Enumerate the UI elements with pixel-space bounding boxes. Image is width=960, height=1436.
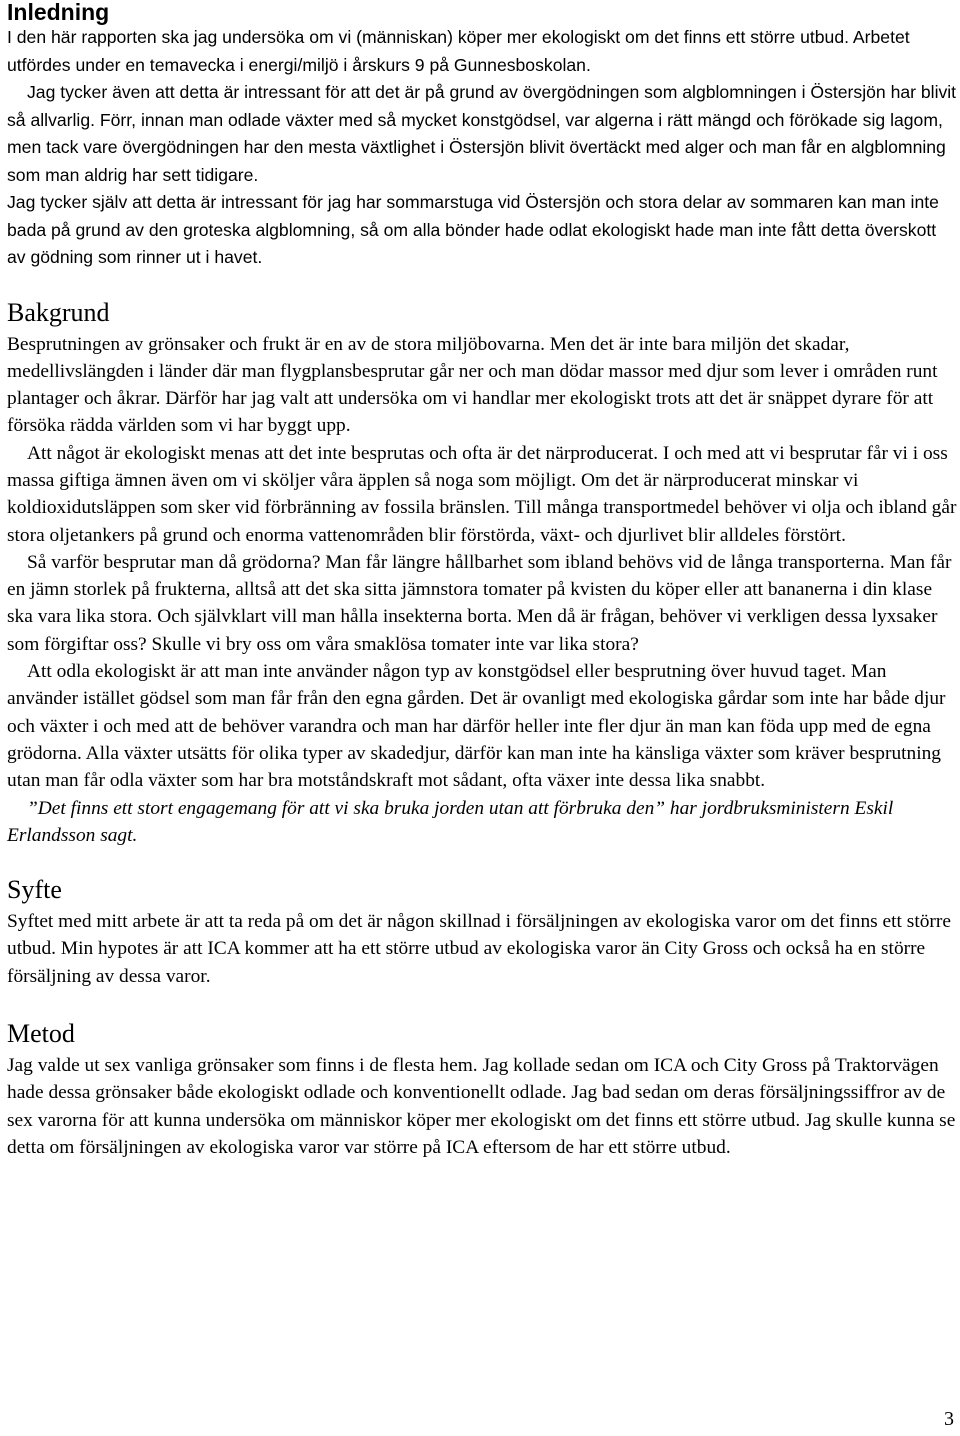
paragraph: Att odla ekologiskt är att man inte använder någon typ av konstgödsel eller besprutning över huvud taget. Man använder istället gödsel som man får från den egna gården. Det är ovanligt med ekologiska gårdar som inte har både djur och växter i och med att de behöver varandra och man har därför heller inte fler djur än man kan föda upp med de egna grödorna. Alla växter utsätts för olika typer av skadedjur, därför kan man inte ha känsliga växter som kräver besprutning utan man får odla växter som har bra motståndskraft mot sådant, ofta växer inte dessa lika snabbt. — [7, 661, 946, 792]
heading-syfte: Syfte — [7, 875, 62, 905]
section-syfte — [7, 875, 957, 990]
quote-paragraph: ”Det finns ett stort engagemang för att vi ska bruka jorden utan att förbruka den” har jordbruksministern Eskil Erlandsson sagt. — [7, 797, 894, 846]
heading-bakgrund: Bakgrund — [7, 297, 110, 327]
heading-inledning: Inledning — [7, 0, 110, 25]
paragraph: Syftet med mitt arbete är att ta reda på om det är någon skillnad i försäljningen av ekologiska varor om det finns ett större utbud. Min hypotes är att ICA kommer att ha ett större utbud av ekologiska varor än City Gross och också ha en större försäljning av dessa varor. — [7, 911, 951, 987]
paragraph: Jag valde ut sex vanliga grönsaker som finns i de flesta hem. Jag kollade sedan om ICA och City Gross på Traktorvägen hade dessa grönsaker både ekologiskt odlade och konventionellt odlade. Jag bad sedan om deras försäljningssiffror av de sex varorna för att kunna undersöka om människor köper mer ekologiskt om det finns ett större utbud. Jag skulle kunna se detta om försäljningen av ekologiska varor var större på ICA eftersom de har ett större utbud. — [7, 1055, 956, 1158]
paragraph: Jag tycker även att detta är intressant för att det är på grund av övergödningen som algblomningen i Östersjön har blivit så allvarlig. Förr, innan man odlade växter med så mycket konstgödsel, var algerna i rätt mängd och förökade sig lagom, men tack vare övergödningen har den mesta växtlighet i Östersjön blivit övertäckt med alger och man får en algblomning som man aldrig har sett tidigare. — [7, 82, 957, 185]
section-metod — [7, 1019, 957, 1161]
document-page — [7, 0, 957, 1161]
paragraph: Så varför besprutar man då grödorna? Man får längre hållbarhet som ibland behövs vid de långa transporterna. Man får en jämn storlek på frukterna, alltså att det ska sitta jämnstora tomater på kvisten du köper eller att bananerna i din klase ska vara lika stora. Och självklart vill man hålla insekterna borta. Men då är frågan, behöver vi verkligen dessa lyxsaker som förgiftar oss? Skulle vi bry oss om våra smaklösa tomater inte var lika stora? — [7, 551, 952, 655]
paragraph: I den här rapporten ska jag undersöka om vi (människan) köper mer ekologiskt om det finns ett större utbud. Arbetet utfördes under en temavecka i energi/miljö i årskurs 9 på Gunnesboskolan. — [7, 27, 910, 75]
paragraph: Att något är ekologiskt menas att det inte besprutas och ofta är det närproducerat. I och med att vi besprutar får vi i oss massa giftiga ämnen även om vi sköljer våra äpplen så noga som möjligt. Om det är närproducerat minskar vi koldioxidutsläppen som sker vid förbränning av fossila bränslen. Till många transportmedel behöver vi olja och ibland går stora oljetankers på grund och enorma vattenområden blir förstörda, växt- och djurlivet blir alldeles förstört. — [7, 442, 957, 546]
paragraph: Besprutningen av grönsaker och frukt är en av de stora miljöbovarna. Men det är inte bara miljön det skadar, medellivslängden i länder där man flygplansbesprutar går ner och man dödar massor med djur som lever i områden runt plantager och åkrar. Därför har jag valt att undersöka om vi handlar mer ekologiskt trots att det är snäppet dyrare för att försöka rädda världen som vi har byggt upp. — [7, 333, 938, 437]
section-inledning — [7, 0, 957, 272]
paragraph: Jag tycker själv att detta är intressant för jag har sommarstuga vid Östersjön och stora delar av sommaren kan man inte bada på grund av den groteska algblomning, så om alla bönder hade odlat ekologiskt hade man inte fått detta överskott av gödning som rinner ut i havet. — [7, 192, 939, 267]
section-bakgrund — [7, 298, 957, 850]
heading-metod: Metod — [7, 1019, 75, 1049]
page-number: 3 — [944, 1408, 954, 1430]
